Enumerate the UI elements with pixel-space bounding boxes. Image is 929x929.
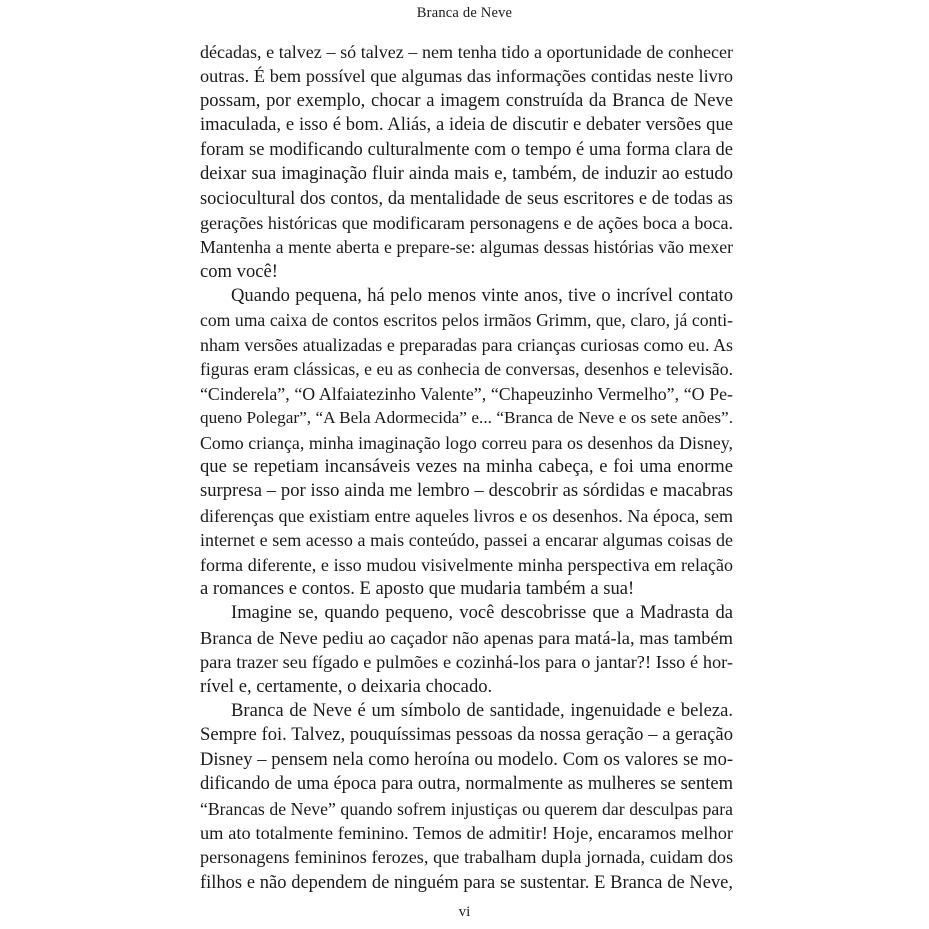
text-line: Mantenha a mente aberta e prepare-se: algumas dessas histórias vão mexer [200, 237, 733, 258]
text-line: filhos e não dependem de ninguém para se sustentar. E Branca de Neve, [200, 871, 733, 892]
text-line: a romances e contos. E aposto que mudaria também a sua! [200, 577, 635, 599]
text-line: surpresa – por isso ainda me lembro – descobrir as sórdidas e macabras [200, 480, 733, 502]
running-title: Branca de Neve [416, 5, 513, 21]
text-line: diferenças que existiam entre aqueles livros e os desenhos. Na época, sem [200, 505, 733, 526]
text-line: Branca de Neve é um símbolo de santidade, ingenuidade e beleza. [231, 699, 733, 721]
text-line: Sempre foi. Talvez, pouquíssimas pessoas da nossa geração – a geração [200, 724, 733, 746]
body-text [200, 40, 733, 894]
text-line: um ato totalmente feminino. Temos de admitir! Hoje, encaramos melhor [200, 823, 733, 843]
text-line: personagens femininos ferozes, que trabalham dupla jornada, cuidam dos [200, 847, 733, 868]
page-number: vi [458, 904, 471, 920]
text-line: internet e sem acesso a mais conteúdo, passei a encarar algumas coisas de [200, 530, 733, 551]
text-line: queno Polegar”, “A Bela Adormecida” e... “Branca de Neve e os sete anões”. [200, 408, 733, 428]
text-line: deixar sua imaginação fluir ainda mais e, também, de induzir ao estudo [200, 163, 733, 185]
text-line: Disney – pensem nela como heroína ou modelo. Com os valores se mo- [200, 748, 733, 770]
text-line: nham versões atualizadas e preparadas para crianças curiosas como eu. As [200, 334, 733, 355]
text-line: que se repetiam incansáveis vezes na minha cabeça, e foi uma enorme [200, 455, 733, 477]
text-line: com uma caixa de contos escritos pelos irmãos Grimm, que, claro, já conti- [200, 310, 733, 331]
text-line: figuras eram clássicas, e eu as conhecia de conversas, desenhos e televisão. [200, 359, 733, 380]
text-line: forma diferente, e isso mudou visivelmente minha perspectiva em relação [200, 554, 733, 575]
text-line: possam, por exemplo, chocar a imagem construída da Branca de Neve [200, 89, 733, 111]
text-line: Como criança, minha imaginação logo correu para os desenhos da Disney, [200, 432, 733, 453]
text-line: “Cinderela”, “O Alfaiatezinho Valente”, “Chapeuzinho Vermelho”, “O Pe- [200, 383, 733, 404]
text-line: sociocultural dos contos, da mentalidade de seus escritores e de todas as [200, 188, 733, 209]
text-line: dificando de uma época para outra, normalmente as mulheres se sentem [200, 774, 733, 795]
text-line: décadas, e talvez – só talvez – nem tenha tido a oportunidade de conhecer [200, 42, 733, 62]
text-line: foram se modificando culturalmente com o tempo é uma forma clara de [200, 138, 733, 160]
text-line: “Brancas de Neve” quando sofrem injustiças ou querem dar desculpas para [200, 798, 733, 819]
text-line: gerações históricas que modificaram personagens e de ações boca a boca. [200, 212, 733, 233]
text-line: rível e, certamente, o deixaria chocado. [200, 675, 493, 697]
text-line: outras. É bem possível que algumas das informações contidas neste livro [200, 66, 733, 87]
text-line: Branca de Neve pediu ao caçador não apenas para matá-la, mas também [200, 627, 733, 648]
text-line: Imagine se, quando pequeno, você descobrisse que a Madrasta da [231, 602, 733, 624]
text-line: Quando pequena, há pelo menos vinte anos, tive o incrível contato [231, 285, 733, 307]
text-line: para trazer seu fígado e pulmões e cozinhá-los para o jantar?! Isso é hor- [200, 652, 733, 673]
text-line: imaculada, e isso é bom. Aliás, a ideia de discutir e debater versões que [200, 114, 733, 136]
text-line: com você! [200, 260, 278, 282]
